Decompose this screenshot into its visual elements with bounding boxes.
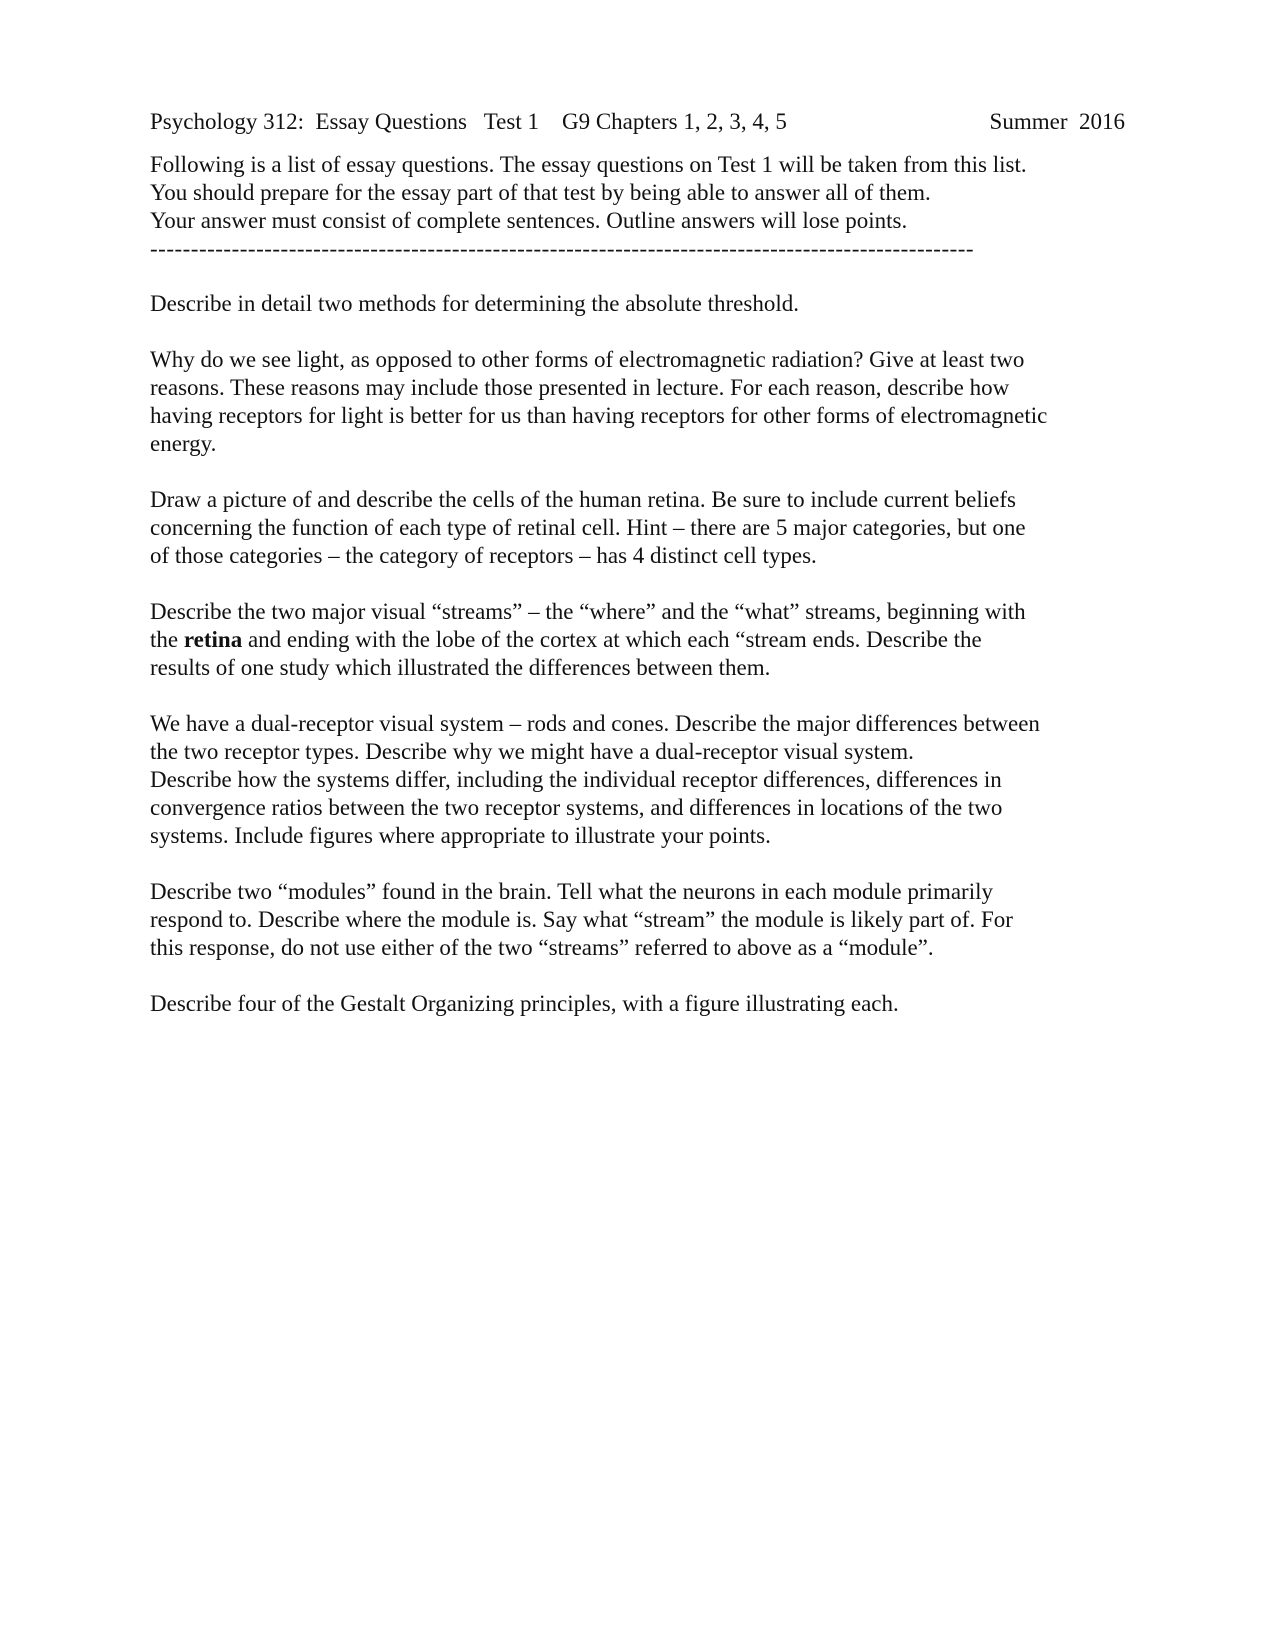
question-line: having receptors for light is better for us than having receptors for other forms of electromagnetic: [150, 403, 1048, 428]
essay-question-3: [150, 486, 1125, 570]
instructions-line: Following is a list of essay questions. The essay questions on Test 1 will be taken from this list.: [150, 152, 1027, 177]
essay-question-5: [150, 710, 1125, 850]
essay-question-6: [150, 878, 1125, 962]
question-line: Describe four of the Gestalt Organizing principles, with a figure illustrating each.: [150, 991, 899, 1016]
question-line: systems. Include figures where appropriate to illustrate your points.: [150, 823, 771, 848]
essay-question-4: [150, 598, 1125, 682]
question-line: concerning the function of each type of retinal cell. Hint – there are 5 major categories, but one: [150, 515, 1026, 540]
question-line: this response, do not use either of the two “streams” referred to above as a “module”.: [150, 935, 934, 960]
question-text: and ending with the lobe of the cortex at which each “stream ends. Describe the: [242, 627, 982, 652]
question-line: respond to. Describe where the module is. Say what “stream” the module is likely part of. For: [150, 907, 1013, 932]
essay-question-1: [150, 290, 1125, 318]
instructions-line: You should prepare for the essay part of that test by being able to answer all of them.: [150, 180, 931, 205]
term-label: Summer 2016: [989, 109, 1125, 134]
question-line: the two receptor types. Describe why we might have a dual-receptor visual system.: [150, 739, 914, 764]
instructions-line: Your answer must consist of complete sentences. Outline answers will lose points.: [150, 208, 908, 233]
question-line: Describe the two major visual “streams” – the “where” and the “what” streams, beginning with: [150, 599, 1026, 624]
question-line: Describe in detail two methods for determining the absolute threshold.: [150, 291, 799, 316]
question-line: [150, 626, 1125, 654]
course-heading: Psychology 312: Essay Questions Test 1 G9 Chapters 1, 2, 3, 4, 5: [150, 109, 787, 134]
dashed-divider: -----------------------------------------------------------------------------------------------------: [150, 236, 975, 261]
question-line: energy.: [150, 431, 217, 456]
bold-term-retina: retina: [183, 627, 243, 652]
question-line: Draw a picture of and describe the cells of the human retina. Be sure to include current beliefs: [150, 487, 1016, 512]
document-header: [150, 108, 1125, 136]
question-line: reasons. These reasons may include those presented in lecture. For each reason, describe how: [150, 375, 1010, 400]
question-line: Describe how the systems differ, including the individual receptor differences, differences in: [150, 767, 1002, 792]
question-line: convergence ratios between the two receptor systems, and differences in locations of the two: [150, 795, 1003, 820]
instructions-paragraph: [150, 151, 1125, 235]
question-line: results of one study which illustrated the differences between them.: [150, 655, 771, 680]
document-page: [150, 108, 1125, 1046]
question-text: the: [150, 627, 184, 652]
question-line: of those categories – the category of receptors – has 4 distinct cell types.: [150, 543, 817, 568]
essay-question-2: [150, 346, 1125, 458]
question-line: Why do we see light, as opposed to other forms of electromagnetic radiation? Give at least two: [150, 347, 1025, 372]
essay-question-7: [150, 990, 1125, 1018]
question-line: We have a dual-receptor visual system – rods and cones. Describe the major differences between: [150, 711, 1040, 736]
question-line: Describe two “modules” found in the brain. Tell what the neurons in each module primarily: [150, 879, 993, 904]
